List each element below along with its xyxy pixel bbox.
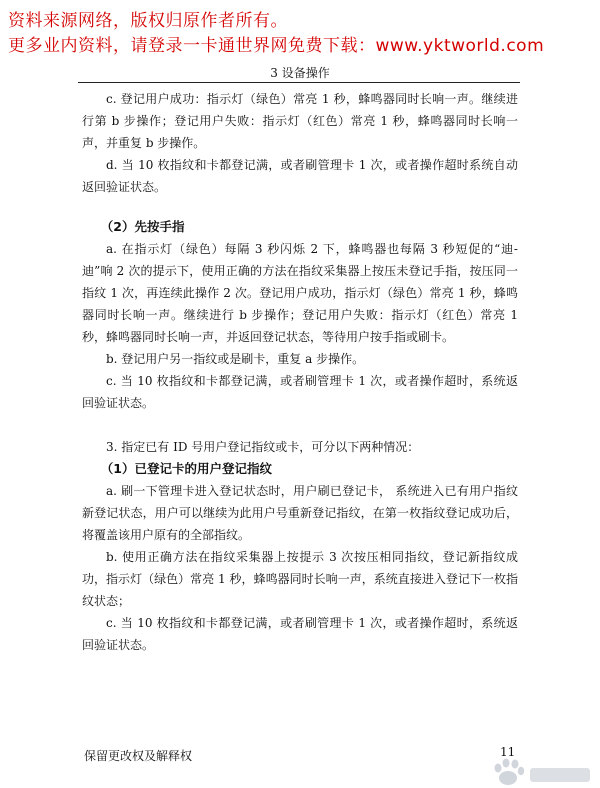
section-heading-card-user-fingerprint: （1）已登记卡的用户登记指纹 xyxy=(100,461,272,476)
footer-rights-text: 保留更改权及解释权 xyxy=(84,749,193,763)
watermark-line-2: 更多业内资料，请登录一卡通世界网免费下载：www.yktworld.com xyxy=(8,36,545,56)
paragraph-d-auto-return: d. 当 10 枚指纹和卡都登记满，或者刷管理卡 1 次，或者操作超时系统自动返回验证状态。 xyxy=(82,158,518,194)
chapter-header: 3 设备操作 xyxy=(270,66,330,80)
paragraph-c-full-return: c. 当 10 枚指纹和卡都登记满，或者刷管理卡 1 次，或者操作超时，系统返回验证状态。 xyxy=(82,616,518,652)
paragraph-b-press-three-times: b. 使用正确方法在指纹采集器上按提示 3 次按压相同指纹，登记新指纹成功，指示灯（绿色）常亮 1 秒，蜂鸣器同时长响一声，系统直接进入登记下一枚指纹状态； xyxy=(82,550,518,608)
paragraph-a-swipe-manager-card: a. 刷一下管理卡进入登记状态时，用户刷已登记卡， 系统进入已有用户指纹新登记状态，用户可以继续为此用户号重新登记指纹，在第一枚指纹登记成功后，将覆盖该用户原有的全部指纹。 xyxy=(82,484,518,542)
paw-watermark-logo xyxy=(488,754,598,788)
paragraph-c-register-success: c. 登记用户成功：指示灯（绿色）常亮 1 秒，蜂鸣器同时长响一声。继续进行第 b 步操作；登记用户失败：指示灯（红色）常亮 1 秒，蜂鸣器同时长响一声，并重复 b 步操作。 xyxy=(82,92,518,150)
watermark-line-1: 资料来源网络，版权归原作者所有。 xyxy=(8,11,288,31)
page-number: 11 xyxy=(500,745,516,759)
header-rule xyxy=(78,82,520,83)
paragraph-a-press-finger: a. 在指示灯（绿色）每隔 3 秒闪烁 2 下，蜂鸣器也每隔 3 秒短促的“迪-迪”响 2 次的提示下，使用正确的方法在指纹采集器上按压未登记手指，按压同一指纹 1 次，再连续此操作 2 次。登记用户成功，指示灯（绿色）常亮 1 秒，蜂鸣器同时长响一声。继续进行 b 步操作；登记用户失败：指示灯（红色）常亮 1 秒，蜂鸣器同时长响一声，并返回登记状态，等待用户按手指或刷卡。 xyxy=(82,242,518,344)
section-heading-press-finger-first: （2）先按手指 xyxy=(100,219,185,234)
paragraph-c-return-verify: c. 当 10 枚指纹和卡都登记满，或者刷管理卡 1 次，或者操作超时，系统返回验证状态。 xyxy=(82,374,518,410)
paragraph-3-assign-id: 3. 指定已有 ID 号用户登记指纹或卡，可分以下两种情况： xyxy=(106,440,420,454)
paragraph-b-repeat: b. 登记用户另一指纹或是刷卡，重复 a 步操作。 xyxy=(106,352,365,366)
page-content xyxy=(82,88,518,656)
